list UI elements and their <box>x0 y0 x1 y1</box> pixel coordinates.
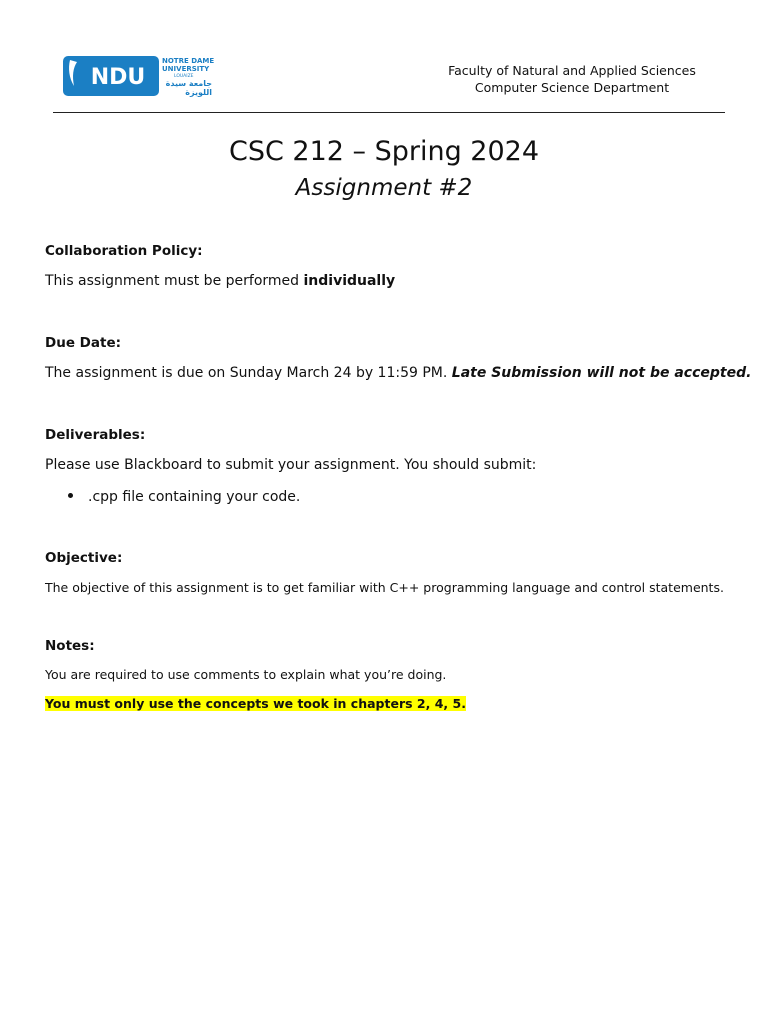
header-divider <box>53 112 725 113</box>
notes-heading: Notes: <box>45 638 95 654</box>
course-title: CSC 212 – Spring 2024 <box>228 136 540 167</box>
deliverables-text: Please use Blackboard to submit your assignment. You should submit: <box>45 457 537 473</box>
due-date-text <box>45 363 751 383</box>
due-date-heading: Due Date: <box>45 335 121 351</box>
collaboration-emphasis: individually <box>303 273 396 289</box>
deliverables-heading: Deliverables: <box>45 427 146 443</box>
logo-abbr: NDU <box>90 65 146 90</box>
notes-highlight-line <box>45 695 466 713</box>
department-name: Computer Science Department <box>474 80 670 95</box>
bullet-icon <box>68 493 73 498</box>
notes-text: You are required to use comments to explain what you’re doing. <box>45 667 447 682</box>
logo-arabic-line1: جامعة سيدة <box>165 79 212 88</box>
logo-name-line3: LOUAIZE <box>174 74 194 79</box>
collaboration-text <box>45 271 395 291</box>
logo-name-line1: NOTRE DAME <box>162 57 215 65</box>
logo-name-line2: UNIVERSITY <box>162 65 210 73</box>
faculty-name: Faculty of Natural and Applied Sciences <box>448 63 696 78</box>
ndu-logo <box>52 46 218 100</box>
logo-arabic-line2: اللويزة <box>185 88 212 97</box>
faculty-block <box>432 62 712 96</box>
assignment-title: Assignment #2 <box>295 175 473 201</box>
highlighted-requirement: You must only use the concepts we took in chapters 2, 4, 5. <box>45 696 466 711</box>
late-submission-warning: Late Submission will not be accepted. <box>451 365 752 381</box>
deliverable-item: .cpp file containing your code. <box>88 489 301 505</box>
objective-heading: Objective: <box>45 550 123 566</box>
list-item <box>68 487 300 507</box>
collaboration-heading: Collaboration Policy: <box>45 243 203 259</box>
collaboration-text-main: This assignment must be performed <box>45 273 304 289</box>
due-date-text-main: The assignment is due on Sunday March 24 by 11:59 PM. <box>45 365 452 381</box>
objective-text: The objective of this assignment is to get familiar with C++ programming language and control statements. <box>45 580 724 595</box>
